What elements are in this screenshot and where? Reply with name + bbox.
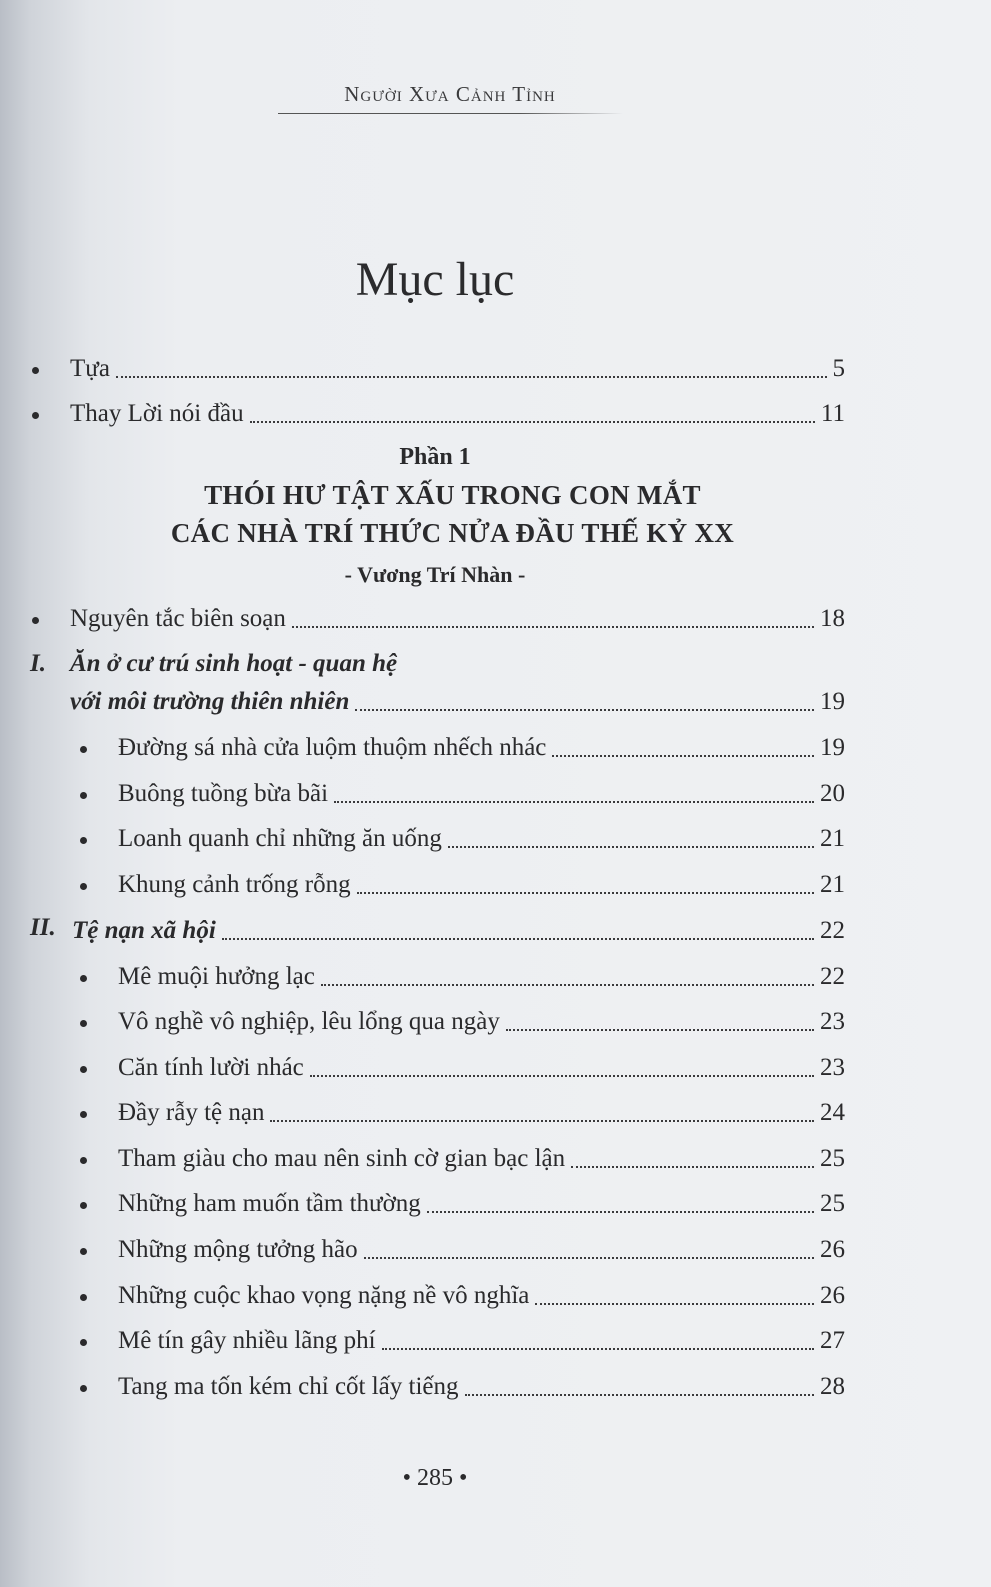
entry-label: Căn tính lười nhác [118, 1054, 304, 1081]
toc-entry-foreword[interactable] [70, 397, 845, 431]
part-title-line-2: CÁC NHÀ TRÍ THỨC NỬA ĐẦU THẾ KỶ XX [170, 518, 735, 548]
entry-page: 25 [820, 1145, 845, 1172]
dot-leader [465, 1393, 814, 1396]
toc-entry[interactable] [118, 822, 845, 856]
entry-page: 19 [820, 688, 845, 715]
dot-leader [357, 891, 814, 894]
entry-label: Những ham muốn tầm thường [118, 1190, 421, 1217]
toc-entry[interactable] [118, 1279, 845, 1313]
entry-page: 23 [820, 1054, 845, 1081]
dot-leader [535, 1302, 814, 1305]
dot-leader [270, 1119, 814, 1122]
entry-label: Tang ma tốn kém chỉ cốt lấy tiếng [118, 1373, 459, 1400]
dot-leader [116, 375, 827, 378]
toc-entry[interactable] [118, 960, 845, 994]
part-title-line-1: THÓI HƯ TẬT XẤU TRONG CON MẮT [204, 480, 701, 510]
entry-label: Tham giàu cho mau nên sinh cờ gian bạc lận [118, 1145, 566, 1172]
entry-label: Những mộng tưởng hão [118, 1236, 358, 1263]
entry-page: 22 [820, 917, 845, 944]
entry-page: 21 [820, 825, 845, 852]
page-title: Mục lục [355, 253, 515, 306]
entry-page: 19 [820, 734, 845, 761]
entry-page: 5 [832, 355, 845, 382]
dot-leader [382, 1347, 814, 1350]
page-number: • 285 • [402, 1465, 468, 1491]
section-1-title-line-1: Ăn ở cư trú sinh hoạt - quan hệ [70, 650, 398, 677]
entry-page: 21 [820, 871, 845, 898]
toc-entry[interactable] [118, 1051, 845, 1085]
dot-leader [355, 708, 814, 711]
toc-entry-section-1[interactable] [70, 685, 845, 719]
part-label: Phần 1 [399, 444, 471, 470]
running-head: Người Xưa Cảnh Tỉnh [344, 82, 556, 106]
toc-entry-section-2[interactable] [72, 914, 845, 948]
dot-leader [250, 420, 815, 423]
toc-entry[interactable] [118, 1233, 845, 1267]
entry-page: 26 [820, 1282, 845, 1309]
dot-leader [321, 983, 814, 986]
entry-page: 18 [820, 605, 845, 632]
entry-page: 23 [820, 1008, 845, 1035]
toc-entry[interactable] [118, 1187, 845, 1221]
section-2-number: II. [30, 914, 56, 941]
dot-leader [364, 1256, 814, 1259]
entry-page: 24 [820, 1099, 845, 1126]
entry-label: Đầy rẫy tệ nạn [118, 1099, 265, 1126]
entry-label: Tựa [70, 355, 110, 382]
dot-leader [448, 845, 814, 848]
running-head-rule [278, 113, 623, 114]
entry-label: Loanh quanh chỉ những ăn uống [118, 825, 442, 852]
entry-label: Mê muội hưởng lạc [118, 963, 315, 990]
part-author: - Vương Trí Nhàn - [344, 562, 526, 587]
dot-leader [334, 800, 814, 803]
toc-entry[interactable] [118, 868, 845, 902]
dot-leader [506, 1028, 814, 1031]
entry-page: 11 [820, 400, 845, 427]
toc-entry[interactable] [118, 1096, 845, 1130]
entry-label: Những cuộc khao vọng nặng nề vô nghĩa [118, 1282, 530, 1309]
dot-leader [310, 1074, 814, 1077]
toc-entry-compilation-principles[interactable] [70, 602, 845, 636]
toc-entry[interactable] [118, 1324, 845, 1358]
toc-entry[interactable] [118, 1005, 845, 1039]
section-2-title: Tệ nạn xã hội [72, 917, 216, 944]
entry-page: 22 [820, 963, 845, 990]
entry-page: 20 [820, 780, 845, 807]
entry-label: Đường sá nhà cửa luộm thuộm nhếch nhác [118, 734, 547, 761]
entry-page: 25 [820, 1190, 845, 1217]
entry-label: Mê tín gây nhiều lãng phí [118, 1327, 376, 1354]
entry-label: Vô nghề vô nghiệp, lêu lổng qua ngày [118, 1008, 500, 1035]
section-1-title-line-2: với môi trường thiên nhiên [70, 688, 350, 715]
entry-page: 26 [820, 1236, 845, 1263]
entry-label: Khung cảnh trống rỗng [118, 871, 351, 898]
toc-entry-preface[interactable] [70, 352, 845, 386]
dot-leader [552, 754, 814, 757]
section-1-number: I. [30, 650, 46, 677]
dot-leader [571, 1165, 814, 1168]
dot-leader [222, 937, 814, 940]
dot-leader [292, 625, 814, 628]
toc-entry[interactable] [118, 1370, 845, 1404]
entry-page: 27 [820, 1327, 845, 1354]
toc-entry[interactable] [118, 777, 845, 811]
toc-entry[interactable] [118, 1142, 845, 1176]
entry-page: 28 [820, 1373, 845, 1400]
entry-label: Nguyên tắc biên soạn [70, 605, 286, 632]
entry-label: Buông tuồng bừa bãi [118, 780, 329, 807]
dot-leader [427, 1210, 814, 1213]
toc-entry[interactable] [118, 731, 845, 765]
entry-label: Thay Lời nói đầu [70, 400, 244, 427]
